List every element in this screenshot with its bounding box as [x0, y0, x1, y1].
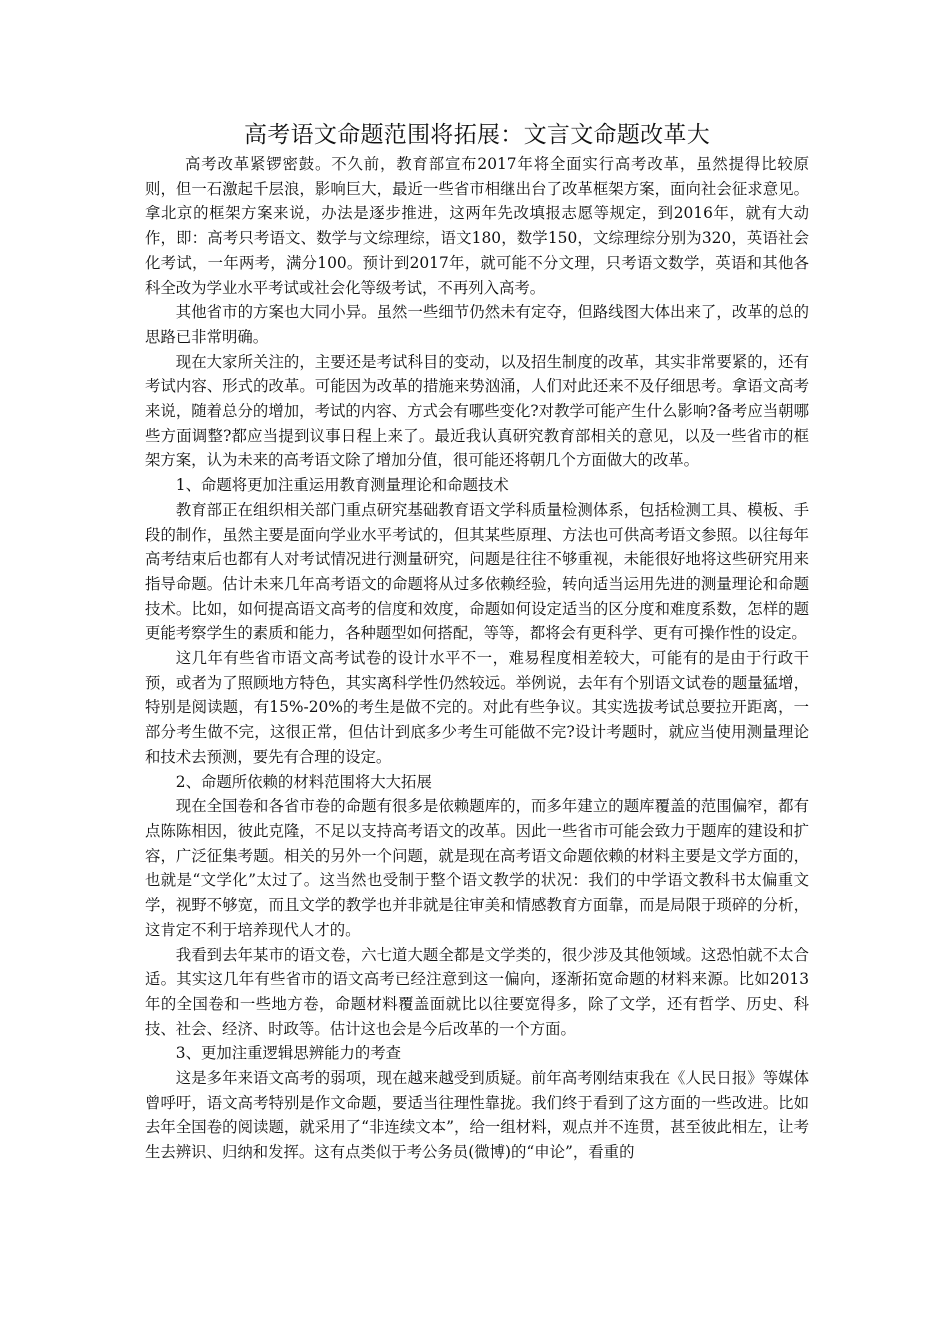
document-page	[145, 118, 809, 1165]
section-heading: 1、命题将更加注重运用教育测量理论和命题技术	[175, 476, 509, 495]
paragraph: 教育部正在组织相关部门重点研究基础教育语文学科质量检测体系，包括检测工具、模板、手段的制作，虽然主要是面向学业水平考试的，但其某些原理、方法也可供高考语文参照。以往每年高考结束后也都有人对考试情况进行测量研究，问题是往往不够重视，未能很好地将这些研究用来指导命题。估计未来几年高考语文的命题将从过多依赖经验，转向适当运用先进的测量理论和命题技术。比如，如何提高语文高考的信度和效度，命题如何设定适当的区分度和难度系数，怎样的题更能考察学生的素质和能力，各种题型如何搭配，等等，都将会有更科学、更有可操作性的设定。	[145, 500, 809, 643]
section-heading: 3、更加注重逻辑思辨能力的考查	[175, 1044, 402, 1063]
paragraph: 现在大家所关注的，主要还是考试科目的变动，以及招生制度的改革，其实非常要紧的，还有考试内容、形式的改革。可能因为改革的措施来势汹涌，人们对此还来不及仔细思考。拿语文高考来说，随着总分的增加，考试的内容、方式会有哪些变化?对教学可能产生什么影响?备考应当朝哪些方面调整?都应当提到议事日程上来了。最近我认真研究教育部相关的意见，以及一些省市的框架方案，认为未来的高考语文除了增加分值，很可能还将朝几个方面做大的改革。	[145, 352, 809, 470]
paragraph: 高考改革紧锣密鼓。不久前，教育部宣布2017年将全面实行高考改革，虽然提得比较原则，但一石激起千层浪，影响巨大，最近一些省市相继出台了改革框架方案，面向社会征求意见。拿北京的框架方案来说，办法是逐步推进，这两年先改填报志愿等规定，到2016年，就有大动作，即：高考只考语文、数学与文综理综，语文180，数学150，文综理综分别为320，英语社会化考试，一年两考，满分100。预计到2017年，就可能不分文理，只考语文数学，英语和其他各科全改为学业水平考试或社会化等级考试，不再列入高考。	[145, 155, 809, 297]
article-title: 高考语文命题范围将拓展：文言文命题改革大	[244, 122, 710, 148]
paragraph: 我看到去年某市的语文卷，六七道大题全都是文学类的，很少涉及其他领域。这恐怕就不太合适。其实这几年有些省市的语文高考已经注意到这一偏向，逐渐拓宽命题的材料来源。比如2013年的全国卷和一些地方卷，命题材料覆盖面就比以往要宽得多，除了文学，还有哲学、历史、科技、社会、经济、时政等。估计这也会是今后改革的一个方面。	[145, 945, 809, 1038]
paragraph: 这几年有些省市语文高考试卷的设计水平不一，难易程度相差较大，可能有的是由于行政干预，或者为了照顾地方特色，其实离科学性仍然较远。举例说，去年有个别语文试卷的题量猛增，特别是阅读题，有15%-20%的考生是做不完的。对此有些争议。其实选拔考试总要拉开距离，一部分考生做不完，这很正常，但估计到底多少考生可能做不完?设计考题时，就应当使用测量理论和技术去预测，要先有合理的设定。	[145, 649, 809, 766]
paragraph: 现在全国卷和各省市卷的命题有很多是依赖题库的，而多年建立的题库覆盖的范围偏窄，都有点陈陈相因，彼此克隆，不足以支持高考语文的改革。因此一些省市可能会致力于题库的建设和扩容，广泛征集考题。相关的另外一个问题，就是现在高考语文命题依赖的材料主要是文学方面的，也就是“文学化”太过了。这当然也受制于整个语文教学的状况：我们的中学语文教科书太偏重文学，视野不够宽，而且文学的教学也并非就是往审美和情感教育方面靠，而是局限于琐碎的分析，这肯定不利于培养现代人才的。	[145, 797, 809, 939]
paragraph: 其他省市的方案也大同小异。虽然一些细节仍然未有定夺，但路线图大体出来了，改革的总的思路已非常明确。	[145, 303, 809, 346]
section-heading: 2、命题所依赖的材料范围将大大拓展	[175, 772, 432, 791]
paragraph: 这是多年来语文高考的弱项，现在越来越受到质疑。前年高考刚结束我在《人民日报》等媒体曾呼吁，语文高考特别是作文命题，要适当往理性靠拢。我们终于看到了这方面的一些改进。比如去年全国卷的阅读题，就采用了“非连续文本”，给一组材料，观点并不连贯，甚至彼此相左，让考生去辨识、归纳和发挥。这有点类似于考公务员(微博)的“申论”，看重的	[145, 1069, 809, 1162]
